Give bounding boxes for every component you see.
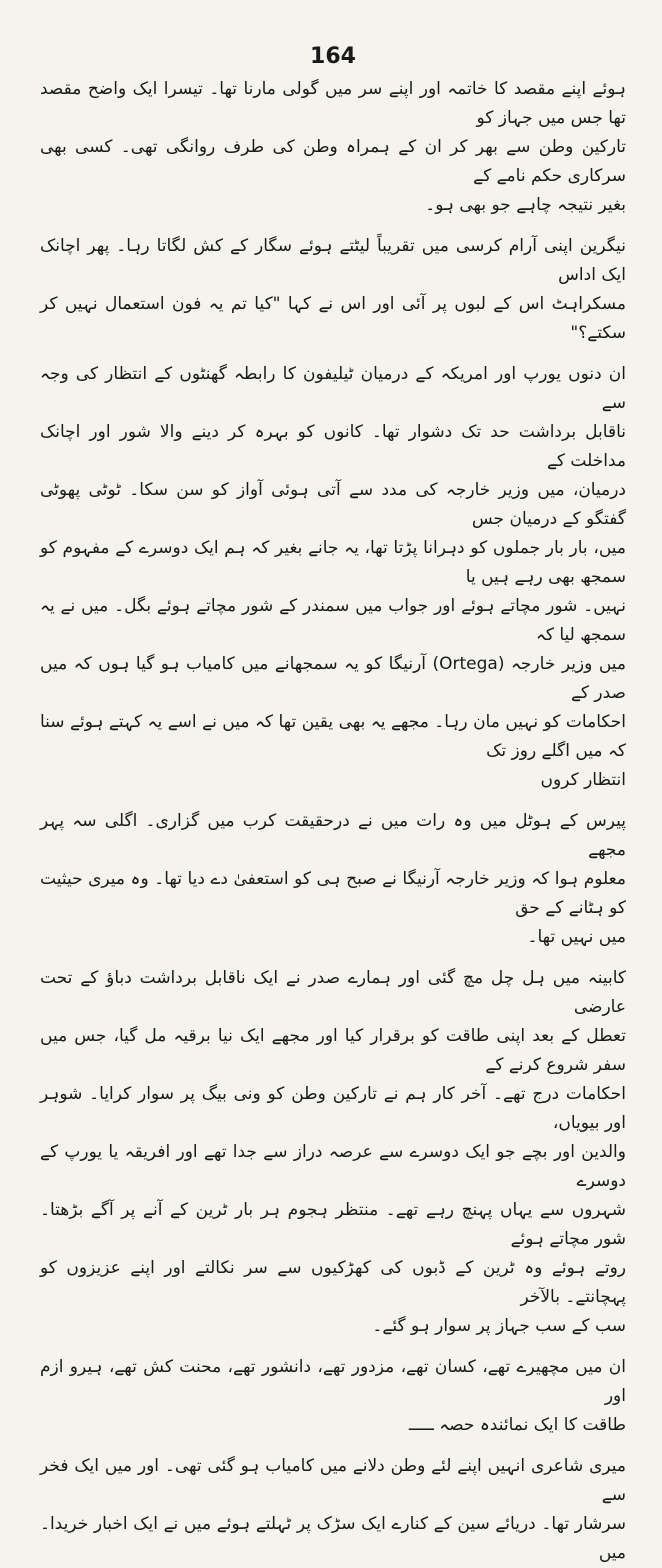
paragraph-6: [40, 1353, 626, 1440]
text-line: سرشار تھا۔ دریائے سین کے کنارے ایک سڑک پر ٹہلتے ہوئے میں نے ایک اخبار خریدا۔ میں: [40, 1514, 626, 1563]
page-body: [40, 75, 626, 1568]
page-number: 164: [310, 44, 356, 69]
text-line: میں وزیر خارجہ (Ortega) آرنیگا کو یہ سمجھانے میں کامیاب ہو گیا ہوں کہ میں صدر کے: [40, 654, 627, 703]
text-line: میں، بار بار جملوں کو دہرانا پڑتا تھا، یہ جانے بغیر کہ ہم ایک دوسرے کے مفہوم کو سمجھ بھی رہے ہیں یا: [40, 538, 626, 587]
text-line: نیگرین اپنی آرام کرسی میں تقریباً لیٹتے ہوئے سگار کے کش لگاتا رہا۔ پھر اچانک ایک اداس: [40, 236, 626, 285]
text-line: نہیں۔ شور مچاتے ہوئے اور جواب میں سمندر کے شور مچاتے ہوئے بگل۔ میں نے یہ سمجھ لیا کہ: [40, 596, 626, 645]
text-line: ناقابل برداشت حد تک دشوار تھا۔ کانوں کو بہرہ کر دینے والا شور اور اچانک مداخلت کے: [40, 422, 626, 471]
text-line: تارکین وطن سے بھر کر ان کے ہمراہ وطن کی طرف روانگی تھی۔ کسی بھی سرکاری حکم نامے کے: [40, 137, 626, 186]
paragraph-1: [40, 75, 626, 220]
text-line: معلوم ہوا کہ وزیر خارجہ آرنیگا نے صبح ہی کو استعفیٰ دے دیا تھا۔ وہ میری حیثیت کو ہٹانے کے حق: [40, 869, 626, 918]
paragraph-3: [40, 360, 626, 795]
text-line: ان دنوں یورپ اور امریکہ کے درمیان ٹیلیفون کا رابطہ گھنٹوں کے انتظار کی وجہ سے: [40, 364, 626, 413]
text-line: والدین اور بچے جو ایک دوسرے سے عرصہ دراز سے جدا تھے اور افریقہ یا یورپ کے دوسرے: [40, 1142, 626, 1191]
text-line: کابینہ میں ہل چل مچ گئی اور ہمارے صدر نے ایک ناقابل برداشت دباؤ کے تحت عارضی: [40, 968, 626, 1017]
paragraph-5: [40, 964, 626, 1341]
text-line: احکامات درج تھے۔ آخر کار ہم نے تارکین وطن کو ونی بیگ پر سوار کرایا۔ شوہر اور بیویاں،: [40, 1084, 626, 1133]
paragraph-4: [40, 807, 626, 952]
text-line: بغیر نتیجہ چاہے جو بھی ہو۔: [425, 195, 626, 215]
text-line: روتے ہوئے وہ ٹرین کے ڈبوں کی کھڑکیوں سے سر نکالتے اور اپنے عزیزوں کو پہچانتے۔ بالآخر: [40, 1258, 626, 1307]
text-line: میں نہیں تھا۔: [527, 927, 626, 947]
text-line: طاقت کا ایک نمائندہ حصہ ـــــ: [408, 1415, 626, 1435]
text-line: سب کے سب جہاز پر سوار ہو گئے۔: [372, 1316, 626, 1336]
text-line: درمیان، میں وزیر خارجہ کی مدد سے آتی ہوئی آواز کو سن سکا۔ ٹوٹی پھوٹی گفتگو کے درمیان جس: [40, 480, 626, 529]
text-line: احکامات کو نہیں مان رہا۔ مجھے یہ بھی یقین تھا کہ میں نے اسے یہ کہتے ہوئے سنا کہ میں اگلے روز تک: [40, 712, 626, 761]
text-line: ہوئے اپنے مقصد کا خاتمہ اور اپنے سر میں گولی مارنا تھا۔ تیسرا ایک واضح مقصد تھا جس میں جہاز کو: [40, 79, 626, 128]
text-line: شہروں سے یہاں پہنچ رہے تھے۔ منتظر ہجوم ہر بار ٹرین کے آنے پر آگے بڑھتا۔ شور مچاتے ہوئے: [40, 1200, 626, 1249]
text-line: ان میں مچھیرے تھے، کسان تھے، مزدور تھے، دانشور تھے، محنت کش تھے، ہیرو ازم اور: [40, 1357, 626, 1406]
text-line: تعطل کے بعد اپنی طاقت کو برقرار کیا اور مجھے ایک نیا برقیہ مل گیا، جس میں سفر شروع کرنے کے: [40, 1026, 626, 1075]
text-line: انتظار کروں: [540, 770, 626, 790]
paragraph-2: [40, 232, 626, 348]
paragraph-7: [40, 1452, 626, 1568]
text-line: پیرس کے ہوٹل میں وہ رات میں نے درحقیقت کرب میں گزاری۔ اگلی سہ پہر مجھے: [40, 811, 626, 860]
text-line: مسکراہٹ اس کے لبوں پر آئی اور اس نے کہا "کیا تم یہ فون استعمال نہیں کر سکتے؟": [40, 294, 626, 343]
text-line: میری شاعری انہیں اپنے لئے وطن دلانے میں کامیاب ہو گئی تھی۔ اور میں ایک فخر سے: [40, 1456, 626, 1505]
